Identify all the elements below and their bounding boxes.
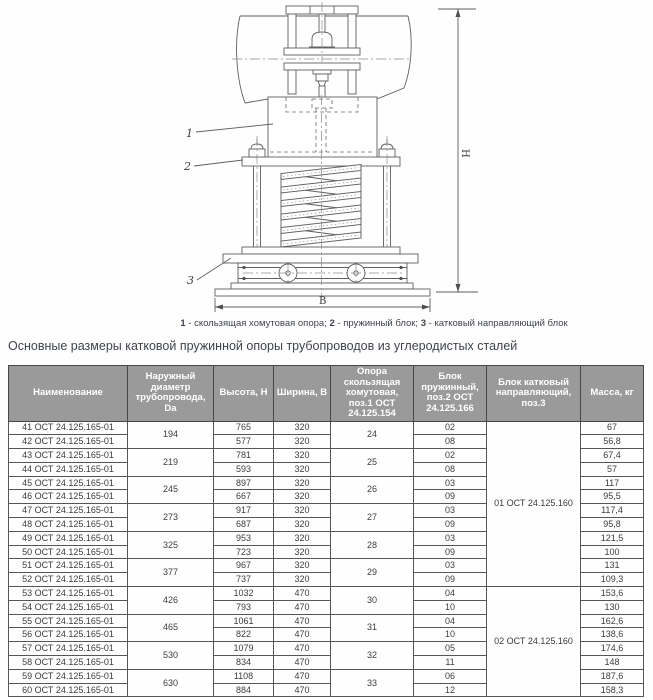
caption-text-2: - пружинный блок; xyxy=(334,318,421,329)
cell-massa: 148 xyxy=(581,656,644,670)
cell-blok: 09 xyxy=(414,490,487,504)
cell-massa: 187,6 xyxy=(581,669,644,683)
cell-width: 470 xyxy=(274,600,331,614)
header-height: Высота, H xyxy=(214,366,274,422)
caption-num-3: 3 xyxy=(420,318,426,329)
cell-height: 687 xyxy=(214,518,274,532)
cell-massa: 56,8 xyxy=(581,435,644,449)
cell-width: 320 xyxy=(274,531,331,545)
cell-massa: 95,8 xyxy=(581,518,644,532)
cell-height: 1108 xyxy=(214,669,274,683)
cell-massa: 174,6 xyxy=(581,642,644,656)
cell-blok: 08 xyxy=(414,462,487,476)
cell-blok: 04 xyxy=(414,587,487,601)
cell-name: 47 ОСТ 24.125.165-01 xyxy=(9,504,128,518)
cell-katkovy: 02 ОСТ 24.125.160 xyxy=(487,587,581,697)
cell-name: 50 ОСТ 24.125.165-01 xyxy=(9,545,128,559)
cell-name: 51 ОСТ 24.125.165-01 xyxy=(9,559,128,573)
cell-opora: 24 xyxy=(331,421,414,449)
caption-num-1: 1 xyxy=(180,318,186,329)
cell-width: 470 xyxy=(274,614,331,628)
cell-massa: 67,4 xyxy=(581,449,644,463)
header-name: Наименование xyxy=(9,366,128,422)
cell-blok: 10 xyxy=(414,628,487,642)
cell-massa: 138,6 xyxy=(581,628,644,642)
cell-width: 320 xyxy=(274,518,331,532)
cell-blok: 02 xyxy=(414,421,487,435)
cell-massa: 95,5 xyxy=(581,490,644,504)
cell-name: 45 ОСТ 24.125.165-01 xyxy=(9,476,128,490)
cell-katkovy: 01 ОСТ 24.125.160 xyxy=(487,421,581,587)
cell-opora: 31 xyxy=(331,614,414,642)
section-heading: Основные размеры катковой пружинной опоры трубопроводов из углеродистых сталей xyxy=(8,339,518,353)
cell-height: 884 xyxy=(214,683,274,697)
cell-name: 42 ОСТ 24.125.165-01 xyxy=(9,435,128,449)
cell-name: 58 ОСТ 24.125.165-01 xyxy=(9,656,128,670)
dimension-b xyxy=(215,296,430,312)
cell-blok: 03 xyxy=(414,476,487,490)
cell-height: 723 xyxy=(214,545,274,559)
cell-da: 273 xyxy=(128,504,214,532)
spec-table xyxy=(8,365,644,697)
cell-da: 219 xyxy=(128,449,214,477)
table-body xyxy=(9,421,644,697)
cell-height: 737 xyxy=(214,573,274,587)
cell-height: 1061 xyxy=(214,614,274,628)
cell-width: 320 xyxy=(274,421,331,435)
cell-width: 470 xyxy=(274,642,331,656)
cell-width: 470 xyxy=(274,669,331,683)
cell-massa: 117,4 xyxy=(581,504,644,518)
cell-name: 60 ОСТ 24.125.165-01 xyxy=(9,683,128,697)
caption-num-2: 2 xyxy=(329,318,335,329)
cell-height: 967 xyxy=(214,559,274,573)
cell-width: 320 xyxy=(274,476,331,490)
table-header xyxy=(9,366,644,422)
cell-name: 56 ОСТ 24.125.165-01 xyxy=(9,628,128,642)
header-width: Ширина, B xyxy=(274,366,331,422)
technical-drawing xyxy=(0,0,653,315)
cell-name: 41 ОСТ 24.125.165-01 xyxy=(9,421,128,435)
cell-name: 43 ОСТ 24.125.165-01 xyxy=(9,449,128,463)
cell-height: 765 xyxy=(214,421,274,435)
cell-massa: 117 xyxy=(581,476,644,490)
sliding-support-box xyxy=(268,97,377,158)
cell-opora: 28 xyxy=(331,531,414,559)
cell-blok: 09 xyxy=(414,518,487,532)
cell-massa: 100 xyxy=(581,545,644,559)
spring-coil xyxy=(281,165,361,248)
cell-massa: 67 xyxy=(581,421,644,435)
cell-massa: 109,3 xyxy=(581,573,644,587)
cell-opora: 27 xyxy=(331,504,414,532)
cell-height: 667 xyxy=(214,490,274,504)
cell-da: 325 xyxy=(128,531,214,559)
cell-blok: 05 xyxy=(414,642,487,656)
cell-da: 194 xyxy=(128,421,214,449)
cell-blok: 03 xyxy=(414,504,487,518)
cell-da: 377 xyxy=(128,559,214,587)
cell-massa: 158,3 xyxy=(581,683,644,697)
svg-text:2: 2 xyxy=(184,160,191,173)
cell-name: 57 ОСТ 24.125.165-01 xyxy=(9,642,128,656)
cell-width: 470 xyxy=(274,683,331,697)
cell-massa: 121,5 xyxy=(581,531,644,545)
cell-width: 320 xyxy=(274,504,331,518)
cell-height: 953 xyxy=(214,531,274,545)
header-katkovy: Блок катковый направляющий, поз.3 xyxy=(487,366,581,422)
svg-text:1: 1 xyxy=(186,127,193,140)
cell-massa: 162,6 xyxy=(581,614,644,628)
caption-text-1: - скользящая хомутовая опора; xyxy=(185,318,330,329)
cell-width: 320 xyxy=(274,490,331,504)
cell-height: 1032 xyxy=(214,587,274,601)
cell-width: 320 xyxy=(274,449,331,463)
cell-blok: 08 xyxy=(414,435,487,449)
header-da: Наружный диаметр трубопровода, Da xyxy=(128,366,214,422)
cell-name: 54 ОСТ 24.125.165-01 xyxy=(9,600,128,614)
cell-height: 834 xyxy=(214,656,274,670)
cell-da: 245 xyxy=(128,476,214,504)
dimension-h xyxy=(436,9,478,292)
cell-da: 630 xyxy=(128,669,214,697)
cell-name: 52 ОСТ 24.125.165-01 xyxy=(9,573,128,587)
caption-text-3: - катковый направляющий блок xyxy=(426,318,568,329)
cell-height: 781 xyxy=(214,449,274,463)
cell-width: 320 xyxy=(274,559,331,573)
cell-blok: 02 xyxy=(414,449,487,463)
part-label-1 xyxy=(186,124,273,140)
cell-blok: 06 xyxy=(414,669,487,683)
cell-opora: 33 xyxy=(331,669,414,697)
cell-blok: 12 xyxy=(414,683,487,697)
cell-da: 426 xyxy=(128,587,214,615)
cell-width: 320 xyxy=(274,435,331,449)
cell-width: 470 xyxy=(274,656,331,670)
cell-blok: 03 xyxy=(414,559,487,573)
cell-opora: 26 xyxy=(331,476,414,504)
part-label-3 xyxy=(187,258,231,287)
cell-name: 55 ОСТ 24.125.165-01 xyxy=(9,614,128,628)
cell-width: 470 xyxy=(274,587,331,601)
header-opora: Опора скользящая хомутовая, поз.1 ОСТ 24.125.154 xyxy=(331,366,414,422)
cell-massa: 153,6 xyxy=(581,587,644,601)
cell-opora: 29 xyxy=(331,559,414,587)
cell-width: 470 xyxy=(274,628,331,642)
cell-name: 53 ОСТ 24.125.165-01 xyxy=(9,587,128,601)
cell-blok: 03 xyxy=(414,531,487,545)
cell-blok: 10 xyxy=(414,600,487,614)
cell-name: 44 ОСТ 24.125.165-01 xyxy=(9,462,128,476)
header-massa: Масса, кг xyxy=(581,366,644,422)
cell-height: 593 xyxy=(214,462,274,476)
cell-opora: 25 xyxy=(331,449,414,477)
cell-height: 577 xyxy=(214,435,274,449)
table-row xyxy=(9,587,644,601)
cell-height: 793 xyxy=(214,600,274,614)
cell-height: 917 xyxy=(214,504,274,518)
cell-blok: 04 xyxy=(414,614,487,628)
cell-width: 320 xyxy=(274,545,331,559)
cell-blok: 11 xyxy=(414,656,487,670)
cell-massa: 57 xyxy=(581,462,644,476)
cell-name: 49 ОСТ 24.125.165-01 xyxy=(9,531,128,545)
cell-da: 465 xyxy=(128,614,214,642)
cell-name: 59 ОСТ 24.125.165-01 xyxy=(9,669,128,683)
part-label-2 xyxy=(183,160,243,173)
cell-opora: 32 xyxy=(331,642,414,670)
cell-width: 320 xyxy=(274,462,331,476)
table-row xyxy=(9,421,644,435)
cell-width: 320 xyxy=(274,573,331,587)
cell-massa: 130 xyxy=(581,600,644,614)
cell-massa: 131 xyxy=(581,559,644,573)
roller-block xyxy=(215,254,430,296)
cell-blok: 09 xyxy=(414,545,487,559)
cell-blok: 09 xyxy=(414,573,487,587)
svg-text:3: 3 xyxy=(187,274,194,287)
cell-height: 822 xyxy=(214,628,274,642)
dim-b-label: B xyxy=(319,296,327,307)
dim-h-label: H xyxy=(459,149,470,158)
header-blok: Блок пружинный, поз.2 ОСТ 24.125.166 xyxy=(414,366,487,422)
cell-da: 530 xyxy=(128,642,214,670)
cell-name: 48 ОСТ 24.125.165-01 xyxy=(9,518,128,532)
drawing-caption xyxy=(0,318,653,329)
cell-opora: 30 xyxy=(331,587,414,615)
cell-height: 897 xyxy=(214,476,274,490)
cell-name: 46 ОСТ 24.125.165-01 xyxy=(9,490,128,504)
cell-height: 1079 xyxy=(214,642,274,656)
